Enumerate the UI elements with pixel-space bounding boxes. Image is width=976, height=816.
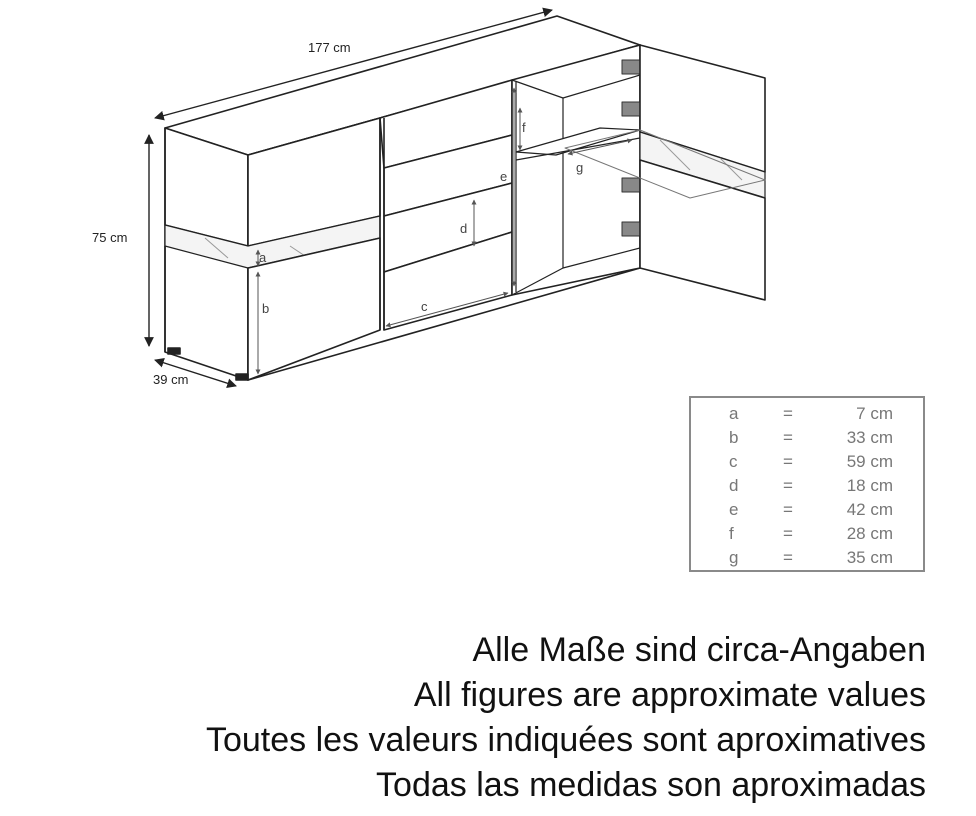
legend-row: [691, 498, 923, 522]
legend-row: [691, 426, 923, 450]
legend-equals: =: [783, 524, 793, 543]
legend-equals: =: [783, 500, 793, 519]
legend-value: 42 cm: [846, 500, 893, 519]
depth-label: 39 cm: [153, 372, 189, 387]
legend-value: 28 cm: [846, 524, 893, 543]
legend-value: 18 cm: [846, 476, 893, 495]
legend-value: 7 cm: [856, 404, 893, 423]
part-label-b: b: [262, 301, 270, 316]
legend-value: 35 cm: [846, 548, 893, 567]
legend-key: g: [729, 548, 739, 567]
legend-row: [691, 474, 923, 498]
legend-key: f: [729, 524, 734, 543]
legend-key: a: [729, 404, 739, 423]
legend-equals: =: [783, 404, 793, 423]
legend-key: d: [729, 476, 739, 495]
note-german: Alle Maße sind circa-Angaben: [472, 631, 926, 669]
legend-row: [691, 546, 923, 570]
width-label: 177 cm: [308, 40, 351, 55]
legend-key: e: [729, 500, 739, 519]
legend-key: b: [729, 428, 739, 447]
note-french: Toutes les valeurs indiquées sont aproximatives: [205, 721, 926, 759]
dimension-legend-table: [689, 396, 925, 572]
note-english: All figures are approximate values: [413, 676, 926, 714]
part-label-e: e: [500, 169, 508, 184]
legend-row: [691, 450, 923, 474]
note-spanish: Todas las medidas son aproximadas: [376, 766, 926, 804]
foot-left: [168, 348, 180, 354]
sideboard-body: [165, 16, 765, 380]
sideboard-diagram: [0, 0, 976, 400]
legend-value: 33 cm: [846, 428, 893, 447]
legend-row: [691, 522, 923, 546]
legend-equals: =: [783, 548, 793, 567]
part-label-d: d: [460, 221, 468, 236]
legend-equals: =: [783, 428, 793, 447]
part-label-f: f: [522, 120, 526, 135]
foot-right: [236, 374, 248, 380]
legend-equals: =: [783, 476, 793, 495]
disclaimer-notes: [40, 628, 926, 808]
legend-key: c: [729, 452, 738, 471]
legend-row: [691, 402, 923, 426]
part-label-g: g: [576, 160, 584, 175]
part-label-a: a: [259, 250, 267, 265]
legend-value: 59 cm: [846, 452, 893, 471]
height-label: 75 cm: [92, 230, 128, 245]
legend-equals: =: [783, 452, 793, 471]
part-label-c: c: [421, 299, 428, 314]
